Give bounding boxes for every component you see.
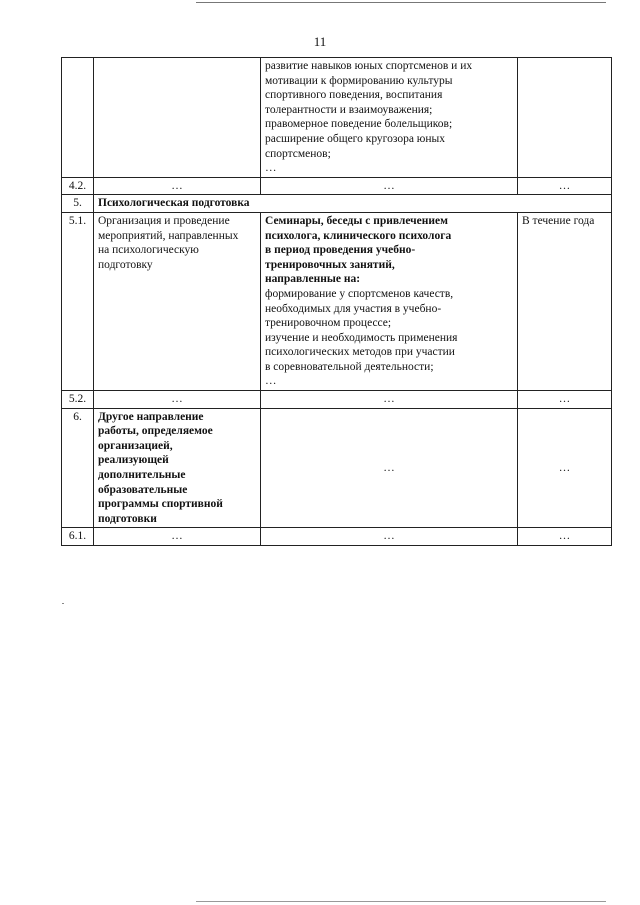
plan-table: [61, 57, 612, 546]
activity-line: мотивации к формированию культуры: [265, 74, 453, 87]
row-number: 4.2.: [62, 177, 94, 195]
time-cell: [518, 58, 612, 178]
activity-line: расширение общего кругозора юных: [265, 132, 446, 145]
section-title: Психологическая подготовка: [94, 195, 612, 213]
table-row-4-2: [62, 177, 612, 195]
activity-line: тренировочном процессе;: [265, 317, 392, 330]
direction-cell: [94, 408, 261, 528]
direction-line: дополнительные: [98, 469, 186, 482]
table-row-5-1: [62, 212, 612, 390]
time-cell: …: [518, 391, 612, 409]
activity-line: толерантности и взаимоуважения;: [265, 103, 433, 116]
time-cell: …: [518, 528, 612, 546]
activity-heading-line: психолога, клинического психолога: [265, 229, 452, 242]
bottom-border-line: [196, 901, 606, 902]
activity-line: психологических методов при участии: [265, 346, 455, 359]
direction-line: Другое направление: [98, 410, 204, 423]
section-row-5: [62, 195, 612, 213]
time-cell: В течение года: [518, 212, 612, 390]
direction-line: работы, определяемое: [98, 425, 213, 438]
row-number: 5.1.: [62, 212, 94, 390]
time-cell: …: [518, 408, 612, 528]
direction-line: Организация и проведение: [98, 214, 230, 227]
table-row-continuation: [62, 58, 612, 178]
direction-cell: [94, 212, 261, 390]
direction-cell: …: [94, 177, 261, 195]
direction-cell: …: [94, 391, 261, 409]
activity-line: в соревновательной деятельности;: [265, 360, 434, 373]
table-row-6-1: [62, 528, 612, 546]
activity-heading-line: Семинары, беседы с привлечением: [265, 214, 448, 227]
activity-line: изучение и необходимость применения: [265, 331, 458, 344]
activity-heading-line: направленные на:: [265, 273, 361, 286]
activity-line: формирование у спортсменов качеств,: [265, 287, 454, 300]
activity-line: спортивного поведения, воспитания: [265, 89, 443, 102]
scan-mark: [62, 603, 64, 604]
section-number: 5.: [62, 195, 94, 213]
activity-line: необходимых для участия в учебно-: [265, 302, 442, 315]
direction-line: на психологическую: [98, 244, 199, 257]
direction-line: образовательные: [98, 483, 188, 496]
row-number: 5.2.: [62, 391, 94, 409]
activity-line: …: [265, 375, 277, 388]
activity-line: спортсменов;: [265, 147, 331, 160]
activities-cell: …: [261, 391, 518, 409]
activity-line: развитие навыков юных спортсменов и их: [265, 60, 473, 72]
activities-cell: [261, 212, 518, 390]
activity-line: правомерное поведение болельщиков;: [265, 118, 453, 131]
activity-heading-line: в период проведения учебно-: [265, 244, 416, 257]
direction-line: подготовку: [98, 258, 153, 271]
direction-line: программы спортивной: [98, 498, 223, 511]
page-number: 11: [313, 34, 327, 49]
direction-line: мероприятий, направленных: [98, 229, 239, 242]
table-row-6: [62, 408, 612, 528]
activities-cell: …: [261, 528, 518, 546]
direction-line: подготовки: [98, 512, 157, 525]
table-row-5-2: [62, 391, 612, 409]
row-number: 6.: [62, 408, 94, 528]
activities-cell: …: [261, 408, 518, 528]
row-number: 6.1.: [62, 528, 94, 546]
activities-cell: [261, 58, 518, 178]
direction-line: организацией,: [98, 439, 173, 452]
activity-heading-line: тренировочных занятий,: [265, 258, 395, 271]
row-number: [62, 58, 94, 178]
direction-cell: …: [94, 528, 261, 546]
direction-line: реализующей: [98, 454, 169, 467]
activity-line: …: [265, 162, 277, 175]
activities-cell: …: [261, 177, 518, 195]
time-cell: …: [518, 177, 612, 195]
direction-cell: [94, 58, 261, 178]
top-border-line: [196, 2, 606, 3]
